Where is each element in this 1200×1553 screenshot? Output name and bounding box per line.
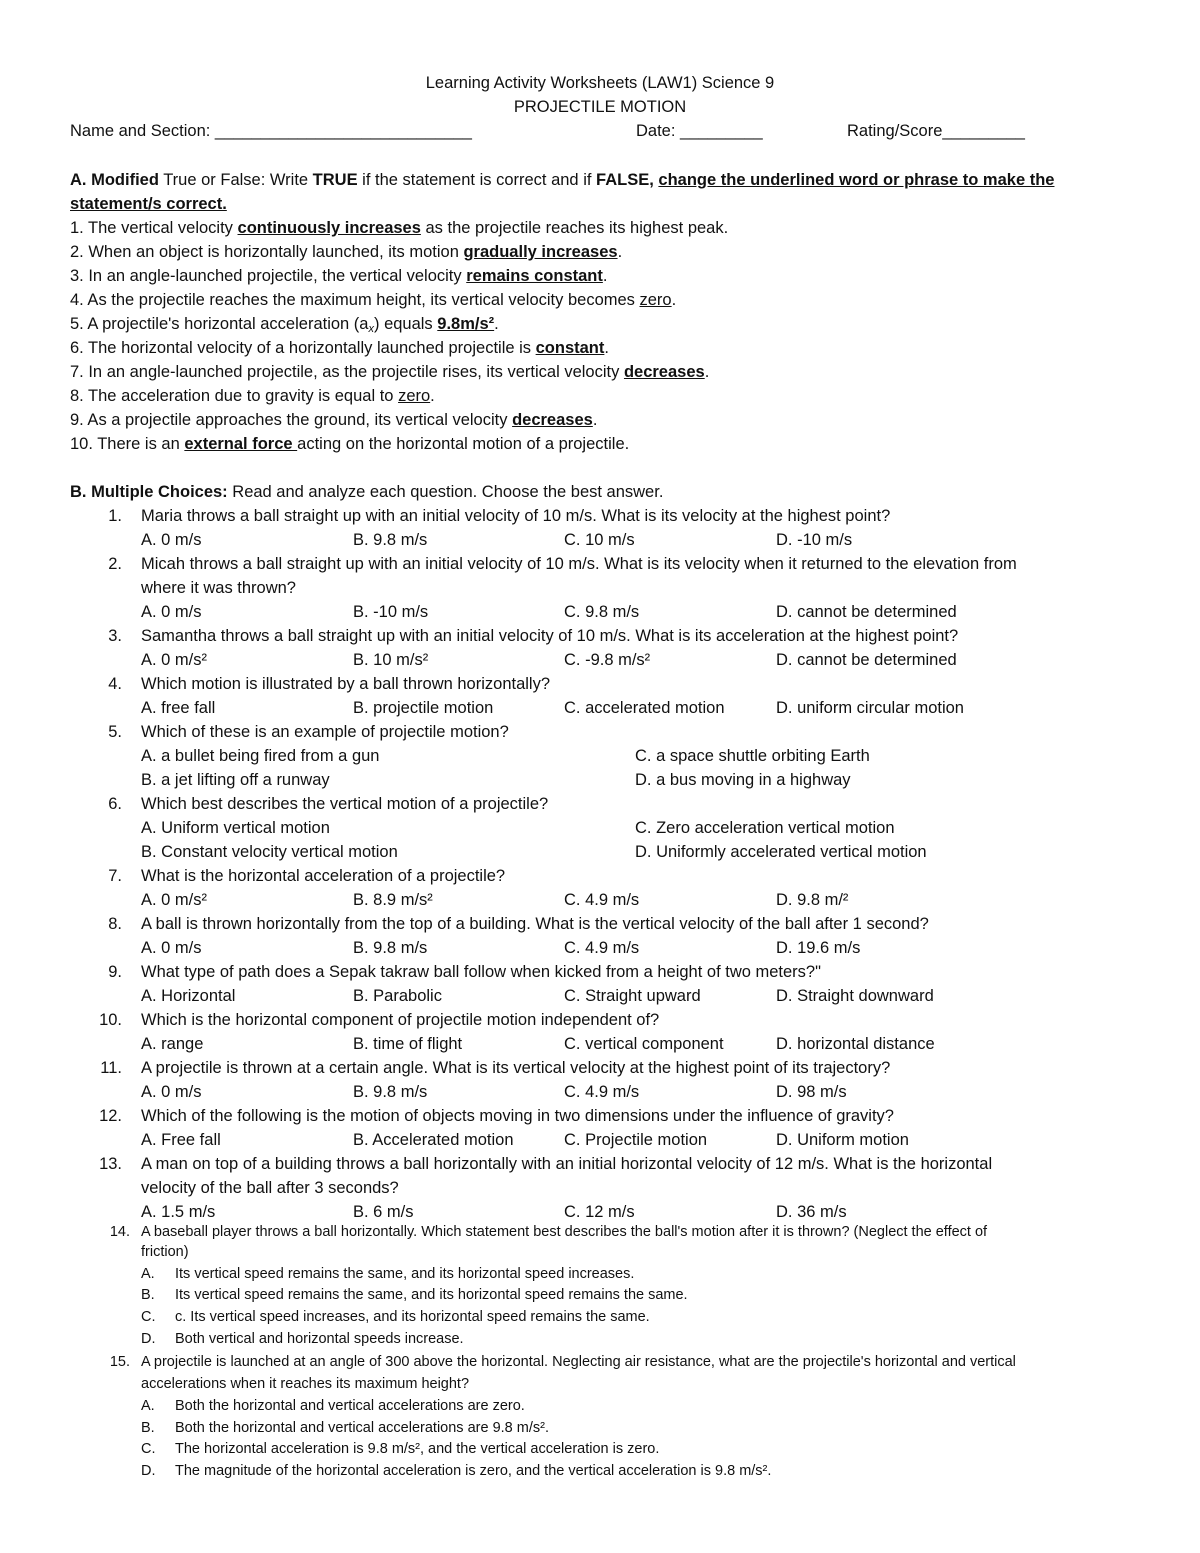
mc-q13-option-d: D. 36 m/s	[776, 1203, 847, 1221]
mc-q4-option-c: C. accelerated motion	[564, 699, 725, 717]
mc-q10-option-b: B. time of flight	[353, 1035, 463, 1053]
rating-blank[interactable]: _________	[942, 122, 1025, 140]
mc-q13-option-a: A. 1.5 m/s	[141, 1203, 216, 1221]
mc-q1-option-b: B. 9.8 m/s	[353, 531, 428, 549]
tf-item-9: 9. As a projectile approaches the ground, its vertical velocity decreases.	[70, 411, 598, 429]
worksheet-subtitle: PROJECTILE MOTION	[513, 98, 687, 116]
tf-item-5: 5. A projectile's horizontal acceleration $(a_x)$ equals 9.8m/s².	[70, 315, 499, 335]
name-blank[interactable]: ____________________________	[214, 122, 472, 140]
tf-item-6: 6. The horizontal velocity of a horizontally launched projectile is constant.	[70, 339, 609, 357]
worksheet-title: Learning Activity Worksheets (LAW1) Science 9	[425, 74, 775, 92]
mc-q7-option-b: B. 8.9 m/s²	[353, 891, 433, 909]
mc-q6-option-d: D. Uniformly accelerated vertical motion	[635, 843, 927, 861]
mc-q3-option-b: B. 10 m/s²	[353, 651, 429, 669]
mc-q11-option-c: C. 4.9 m/s	[564, 1083, 640, 1101]
tf-item-8: 8. The acceleration due to gravity is equal to zero.	[70, 387, 435, 405]
mc-q6-option-c: C. Zero acceleration vertical motion	[635, 819, 895, 837]
tf-item-3: 3. In an angle-launched projectile, the vertical velocity remains constant.	[70, 267, 608, 285]
mc-q7-option-d: D. 9.8 m/²	[776, 891, 849, 909]
mc-q11-option-a: A. 0 m/s	[141, 1083, 202, 1101]
mc-q4-option-a: A. free fall	[141, 699, 216, 717]
mc-q3-option-a: A. 0 m/s²	[141, 651, 208, 669]
mc-q10-option-c: C. vertical component	[564, 1035, 724, 1053]
mc-q1-option-a: A. 0 m/s	[141, 531, 202, 549]
part-a-heading: A. Modified True or False: Write TRUE if the statement is correct and if FALSE, change the underlined word or phrase to make the	[70, 171, 1055, 189]
date-label: Date:	[636, 122, 681, 140]
mc-q8-option-d: D. 19.6 m/s	[776, 939, 861, 957]
tf-item-2: 2. When an object is horizontally launched, its motion gradually increases.	[70, 243, 623, 261]
tf-item-7: 7. In an angle-launched projectile, as the projectile rises, its vertical velocity decreases.	[70, 363, 710, 381]
mc-q11-option-b: B. 9.8 m/s	[353, 1083, 428, 1101]
date-blank[interactable]: _________	[680, 122, 763, 140]
mc-q12-option-c: C. Projectile motion	[564, 1131, 708, 1149]
mc-q5-option-a: A. a bullet being fired from a gun	[141, 747, 380, 765]
mc-q1-option-c: C. 10 m/s	[564, 531, 635, 549]
part-b-heading: B. Multiple Choices: Read and analyze each question. Choose the best answer.	[70, 483, 664, 501]
mc-q12-option-d: D. Uniform motion	[776, 1131, 909, 1149]
rating-field[interactable]	[847, 120, 1025, 142]
mc-q9-option-c: C. Straight upward	[564, 987, 701, 1005]
date-field[interactable]	[636, 120, 763, 142]
tf-item-10: 10. There is an external force acting on the horizontal motion of a projectile.	[70, 435, 630, 453]
mc-q5-option-c: C. a space shuttle orbiting Earth	[635, 747, 870, 765]
mc-q9-option-d: D. Straight downward	[776, 987, 934, 1005]
mc-q3-option-d: D. cannot be determined	[776, 651, 957, 669]
mc-q9-option-b: B. Parabolic	[353, 987, 442, 1005]
mc-q2-stem-cont: where it was thrown?	[141, 579, 296, 597]
name-section-field[interactable]	[70, 120, 472, 142]
mc-q13-option-b: B. 6 m/s	[353, 1203, 414, 1221]
mc-q13-stem-cont: velocity of the ball after 3 seconds?	[141, 1179, 399, 1197]
tf-item-1: 1. The vertical velocity continuously increases as the projectile reaches its highest peak.	[70, 219, 729, 237]
mc-q2-option-a: A. 0 m/s	[141, 603, 202, 621]
mc-q14-stem-cont: friction)	[141, 1244, 189, 1260]
mc-q8-option-c: C. 4.9 m/s	[564, 939, 640, 957]
worksheet-page: Learning Activity Worksheets (LAW1) Science 9 PROJECTILE MOTION Name and Section: ____________________________ Date: _________ Rating/Score_________ A. Modified True or False: Write TRUE if the statement is correct and if FALSE, change the underlined word or phrase to make the statement/s correct. 1. The vertical velocity continuously increases as the projectile reaches its highest peak. 2. When an object is horizontally launched, its motion gradually increases. 3. In an angle-launched projectile, the vertical velocity remains constant. 4. As the projectile reaches the maximum height, its vertical velocity becomes zero. 5. A projectile's horizontal acceleration $(a_x)$ equals 9.8m/s². 6. The horizontal velocity of a horizontally launched projectile is constant. 7. In an angle-launched projectile, as the projectile rises, its vertical velocity decreases. 8. The acceleration due to gravity is equal to zero. 9. As a projectile approaches the ground, its vertical velocity decreases. 10. There is an external force acting on the horizontal motion of a projectile. B. Multiple Choices: Read and analyze each question. Choose the best answer. 1. Maria throws a ball straight up with an initial velocity of 10 m/s. What is its velocity at the highest point? A. 0 m/s B. 9.8 m/s C. 10 m/s D. -10 m/s 2. Micah throws a ball straight up with an initial velocity of 10 m/s. What is its velocity when it returned to the elevation from where it was thrown? A. 0 m/s B. -10 m/s C. 9.8 m/s D. cannot be determined 3. Samantha throws a ball straight up with an initial velocity of 10 m/s. What is its acceleration at the highest point? A. 0 m/s² B. 10 m/s² C. -9.8 m/s² D. cannot be determined 4. Which motion is illustrated by a ball thrown horizontally? A. free fall B. projectile motion C. accelerated motion D. uniform circular motion 5. Which of these is an example of projectile motion? A. a bullet being fired from a gun C. a space shuttle orbiting Earth B. a jet lifting off a runway D. a bus moving in a highway 6. Which best describes the vertical motion of a projectile? A. Uniform vertical motion C. Zero acceleration vertical motion B. Constant velocity vertical motion D. Uniformly accelerated vertical motion 7. What is the horizontal acceleration of a projectile? A. 0 m/s² B. 8.9 m/s² C. 4.9 m/s D. 9.8 m/² 8. A ball is thrown horizontally from the top of a building. What is the vertical velocity of the ball after 1 second? A. 0 m/s B. 9.8 m/s C. 4.9 m/s D. 19.6 m/s 9. What type of path does a Sepak takraw ball follow when kicked from a height of two meters?" A. Horizontal B. Parabolic C. Straight upward D. Straight downward 10. Which is the horizontal component of projectile motion independent of? A. range B. time of flight C. vertical component D. horizontal distance 11. A projectile is thrown at a certain angle. What is its vertical velocity at the highest point of its trajectory? A. 0 m/s B. 9.8 m/s C. 4.9 m/s D. 98 m/s 12. Which of the following is the motion of objects moving in two dimensions under the influence of gravity? A. Free fall B. Accelerated motion C. Projectile motion D. Uniform motion 13. A man on top of a building throws a ball horizontally with an initial horizontal velocity of 12 m/s. What is the horizontal velocity of the ball after 3 seconds? A. 1.5 m/s B. 6 m/s C. 12 m/s D. 36 m/s 14. A baseball player throws a ball horizontally. Which statement best describes the ball's motion after it is thrown? (Neglect the effect of friction) A. Its vertical speed remains the same, and its horizontal speed increases. B. Its vertical speed remains the same, and its horizontal speed remains the same. C. c. Its vertical speed increases, and its horizontal speed remains the same. D. Both vertical and horizontal speeds increase. 15. A projectile is launched at an angle of 300 above the horizontal. Neglecting air resistance, what are the projectile's horizontal and vertical accelerations when it reaches its maximum height? A. Both the horizontal and vertical accelerations are zero. B. Both the horizontal and vertical accelerations are 9.8 m/s². C. The horizontal acceleration is 9.8 m/s², and the vertical acceleration is zero. D. The magnitude of the horizontal acceleration is zero, and the vertical acceleration is 9.8 m/s².	[0, 0, 1200, 1553]
mc-q7-option-c: C. 4.9 m/s	[564, 891, 640, 909]
mc-q15-stem-cont: accelerations when it reaches its maximum height?	[141, 1376, 470, 1392]
mc-q5-option-d: D. a bus moving in a highway	[635, 771, 851, 789]
mc-q12-option-a: A. Free fall	[141, 1131, 221, 1149]
tf-item-4: 4. As the projectile reaches the maximum height, its vertical velocity becomes zero.	[70, 291, 677, 309]
mc-q2-option-b: B. -10 m/s	[353, 603, 429, 621]
part-a-heading-line2: statement/s correct.	[70, 195, 227, 213]
mc-q11-option-d: D. 98 m/s	[776, 1083, 847, 1101]
mc-q10-option-d: D. horizontal distance	[776, 1035, 935, 1053]
mc-q8-option-a: A. 0 m/s	[141, 939, 202, 957]
mc-q1-option-d: D. -10 m/s	[776, 531, 853, 549]
mc-q3-option-c: C. -9.8 m/s²	[564, 651, 651, 669]
mc-q2-option-d: D. cannot be determined	[776, 603, 957, 621]
mc-q12-option-b: B. Accelerated motion	[353, 1131, 514, 1149]
mc-q5-option-b: B. a jet lifting off a runway	[141, 771, 330, 789]
mc-q6-option-b: B. Constant velocity vertical motion	[141, 843, 398, 861]
mc-q4-option-b: B. projectile motion	[353, 699, 494, 717]
mc-q7-option-a: A. 0 m/s²	[141, 891, 208, 909]
mc-q10-option-a: A. range	[141, 1035, 204, 1053]
mc-q2-option-c: C. 9.8 m/s	[564, 603, 640, 621]
rating-label: Rating/Score	[847, 122, 943, 140]
mc-q13-option-c: C. 12 m/s	[564, 1203, 635, 1221]
mc-q9-option-a: A. Horizontal	[141, 987, 236, 1005]
name-label: Name and Section:	[70, 122, 215, 140]
mc-q6-option-a: A. Uniform vertical motion	[141, 819, 330, 837]
mc-q4-option-d: D. uniform circular motion	[776, 699, 964, 717]
mc-q8-option-b: B. 9.8 m/s	[353, 939, 428, 957]
